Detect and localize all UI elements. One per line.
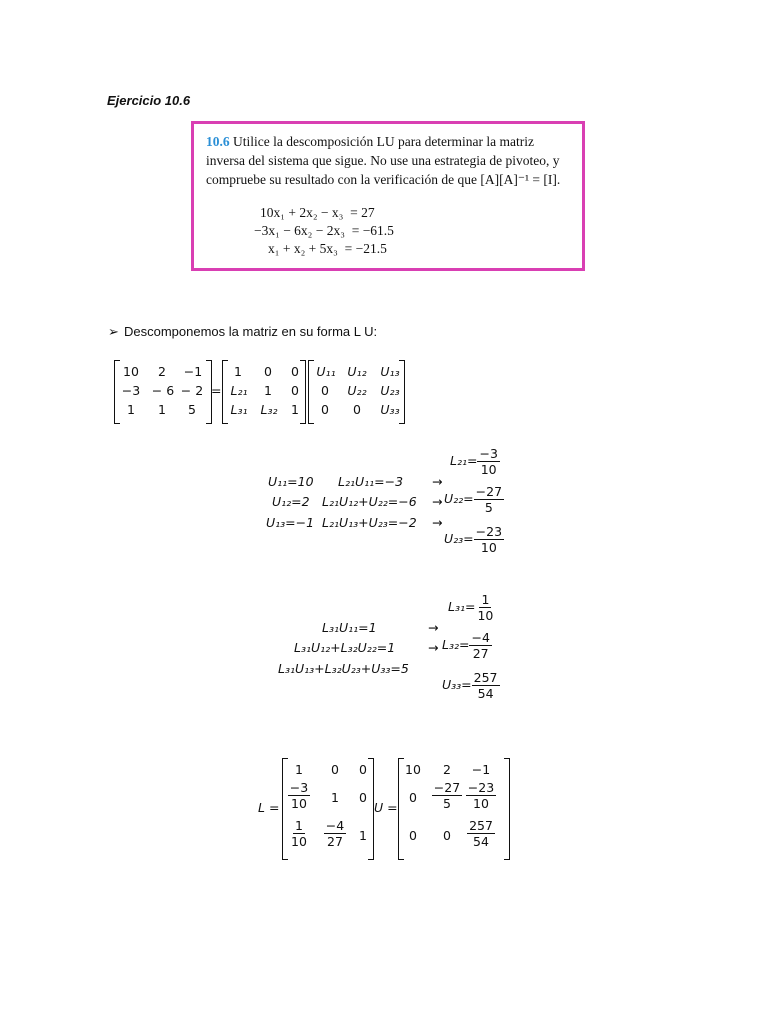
result-l31: L₃₁= $\frac{1}{10}$ — [448, 592, 494, 623]
step2-equations — [278, 592, 518, 708]
matrix-cell: 1 — [331, 790, 339, 805]
arrow-icon: → — [428, 620, 439, 635]
problem-number: 10.6 — [206, 134, 230, 149]
result-u22: U₂₂= $\frac{-27}{5}$ — [444, 484, 503, 515]
matrix-cell: 0 — [321, 402, 329, 417]
u-label: U = — [374, 800, 398, 815]
matrix-cell: 0 — [353, 402, 361, 417]
matrix-cell: L₂₁ — [230, 383, 248, 398]
matrix-cell: 2 — [158, 364, 166, 379]
matrix-cell: −1 — [471, 762, 491, 777]
arrow-icon: → — [432, 515, 443, 530]
matrix-cell: 0 — [291, 383, 299, 398]
matrix-cell: U₁₁ — [316, 364, 336, 379]
matrix-cell: 0 — [291, 364, 299, 379]
equation-1: 10x₁ + 2x₂ − x₃ = 27 — [260, 205, 375, 220]
matrix-cell: U₂₃ — [380, 383, 400, 398]
eq-l21u13: L₂₁U₁₃+U₂₃=−2 — [322, 515, 417, 530]
matrix-cell: −3 — [121, 383, 141, 398]
eq-l21u12: L₂₁U₁₂+U₂₂=−6 — [322, 494, 417, 509]
matrix-cell: 1 — [234, 364, 242, 379]
equation-2: −3x₁ − 6x₂ − 2x₃ = −61.5 — [254, 223, 394, 238]
equals-sign: = — [211, 383, 222, 398]
matrix-cell: 1 — [295, 762, 303, 777]
matrix-cell: U₁₃ — [380, 364, 400, 379]
matrix-cell: 0 — [359, 790, 367, 805]
lu-matrix-equation — [114, 360, 414, 426]
step1-equations — [260, 446, 520, 562]
arrow-icon: → — [432, 494, 443, 509]
matrix-cell: 1 — [291, 402, 299, 417]
matrix-cell: 0 — [443, 828, 451, 843]
arrow-icon: → — [432, 474, 443, 489]
result-u23: U₂₃= $\frac{-23}{10}$ — [444, 524, 503, 555]
matrix-cell: 1 — [264, 383, 272, 398]
matrix-cell: 0 — [321, 383, 329, 398]
matrix-cell: $\frac{-4}{27}$ — [325, 818, 345, 849]
matrix-cell: 1 — [359, 828, 367, 843]
arrow-bullet-icon: ➢ — [108, 324, 119, 339]
matrix-cell: 5 — [188, 402, 196, 417]
matrix-cell: L₃₂ — [260, 402, 278, 417]
matrix-u-right-bracket — [504, 758, 510, 860]
eq-u13: U₁₃=−1 — [266, 515, 315, 530]
matrix-cell: − 2 — [180, 383, 204, 398]
bullet-text: Descomponemos la matriz en su forma L U: — [124, 324, 378, 339]
matrix-cell: 10 — [123, 364, 139, 379]
equation-system — [254, 204, 394, 258]
matrix-cell: L₃₁ — [230, 402, 248, 417]
matrix-cell: 10 — [405, 762, 421, 777]
matrix-cell: U₃₃ — [380, 402, 400, 417]
bullet-item — [108, 324, 377, 340]
final-lu-matrices — [258, 758, 528, 862]
matrix-cell: 0 — [264, 364, 272, 379]
eq-l31u12: L₃₁U₁₂+L₃₂U₂₂=1 — [294, 640, 396, 655]
problem-statement-box — [191, 121, 585, 271]
l-label: L = — [258, 800, 280, 815]
matrix-cell: 1 — [158, 402, 166, 417]
matrix-cell: 0 — [409, 828, 417, 843]
matrix-cell: 1 — [127, 402, 135, 417]
matrix-cell: −1 — [183, 364, 203, 379]
matrix-cell: $\frac{-27}{5}$ — [433, 780, 461, 811]
result-u33: U₃₃= $\frac{257}{54}$ — [442, 670, 498, 701]
equation-3: x₁ + x₂ + 5x₃ = −21.5 — [268, 241, 387, 256]
matrix-cell: 0 — [331, 762, 339, 777]
matrix-cell: 0 — [359, 762, 367, 777]
matrix-cell: U₁₂ — [347, 364, 367, 379]
matrix-cell: $\frac{257}{54}$ — [469, 818, 493, 849]
matrix-cell: U₂₂ — [347, 383, 367, 398]
exercise-title: Ejercicio 10.6 — [107, 93, 191, 108]
arrow-icon: → — [428, 640, 439, 655]
eq-l21u11: L₂₁U₁₁=−3 — [338, 474, 404, 489]
matrix-cell: 2 — [443, 762, 451, 777]
result-l32: L₃₂= $\frac{-4}{27}$ — [442, 630, 490, 661]
eq-u12: U₁₂=2 — [272, 494, 310, 509]
eq-l31u11: L₃₁U₁₁=1 — [322, 620, 377, 635]
problem-text: Utilice la descomposición LU para determinar la matriz inversa del sistema que sigue. No use una estrategia de pivoteo, y compruebe su resultado con la verificación de que [A][A]⁻¹ = [I]. — [206, 134, 561, 187]
matrix-cell: $\frac{-3}{10}$ — [289, 780, 309, 811]
problem-text-block — [206, 132, 566, 189]
matrix-cell: $\frac{-23}{10}$ — [467, 780, 495, 811]
result-l21: L₂₁= $\frac{-3}{10}$ — [450, 446, 498, 477]
eq-l31u13: L₃₁U₁₃+L₃₂U₂₃+U₃₃=5 — [278, 661, 409, 676]
matrix-cell: − 6 — [151, 383, 175, 398]
matrix-cell: 0 — [409, 790, 417, 805]
eq-u11: U₁₁=10 — [268, 474, 314, 489]
matrix-cell: $\frac{1}{10}$ — [291, 818, 307, 849]
